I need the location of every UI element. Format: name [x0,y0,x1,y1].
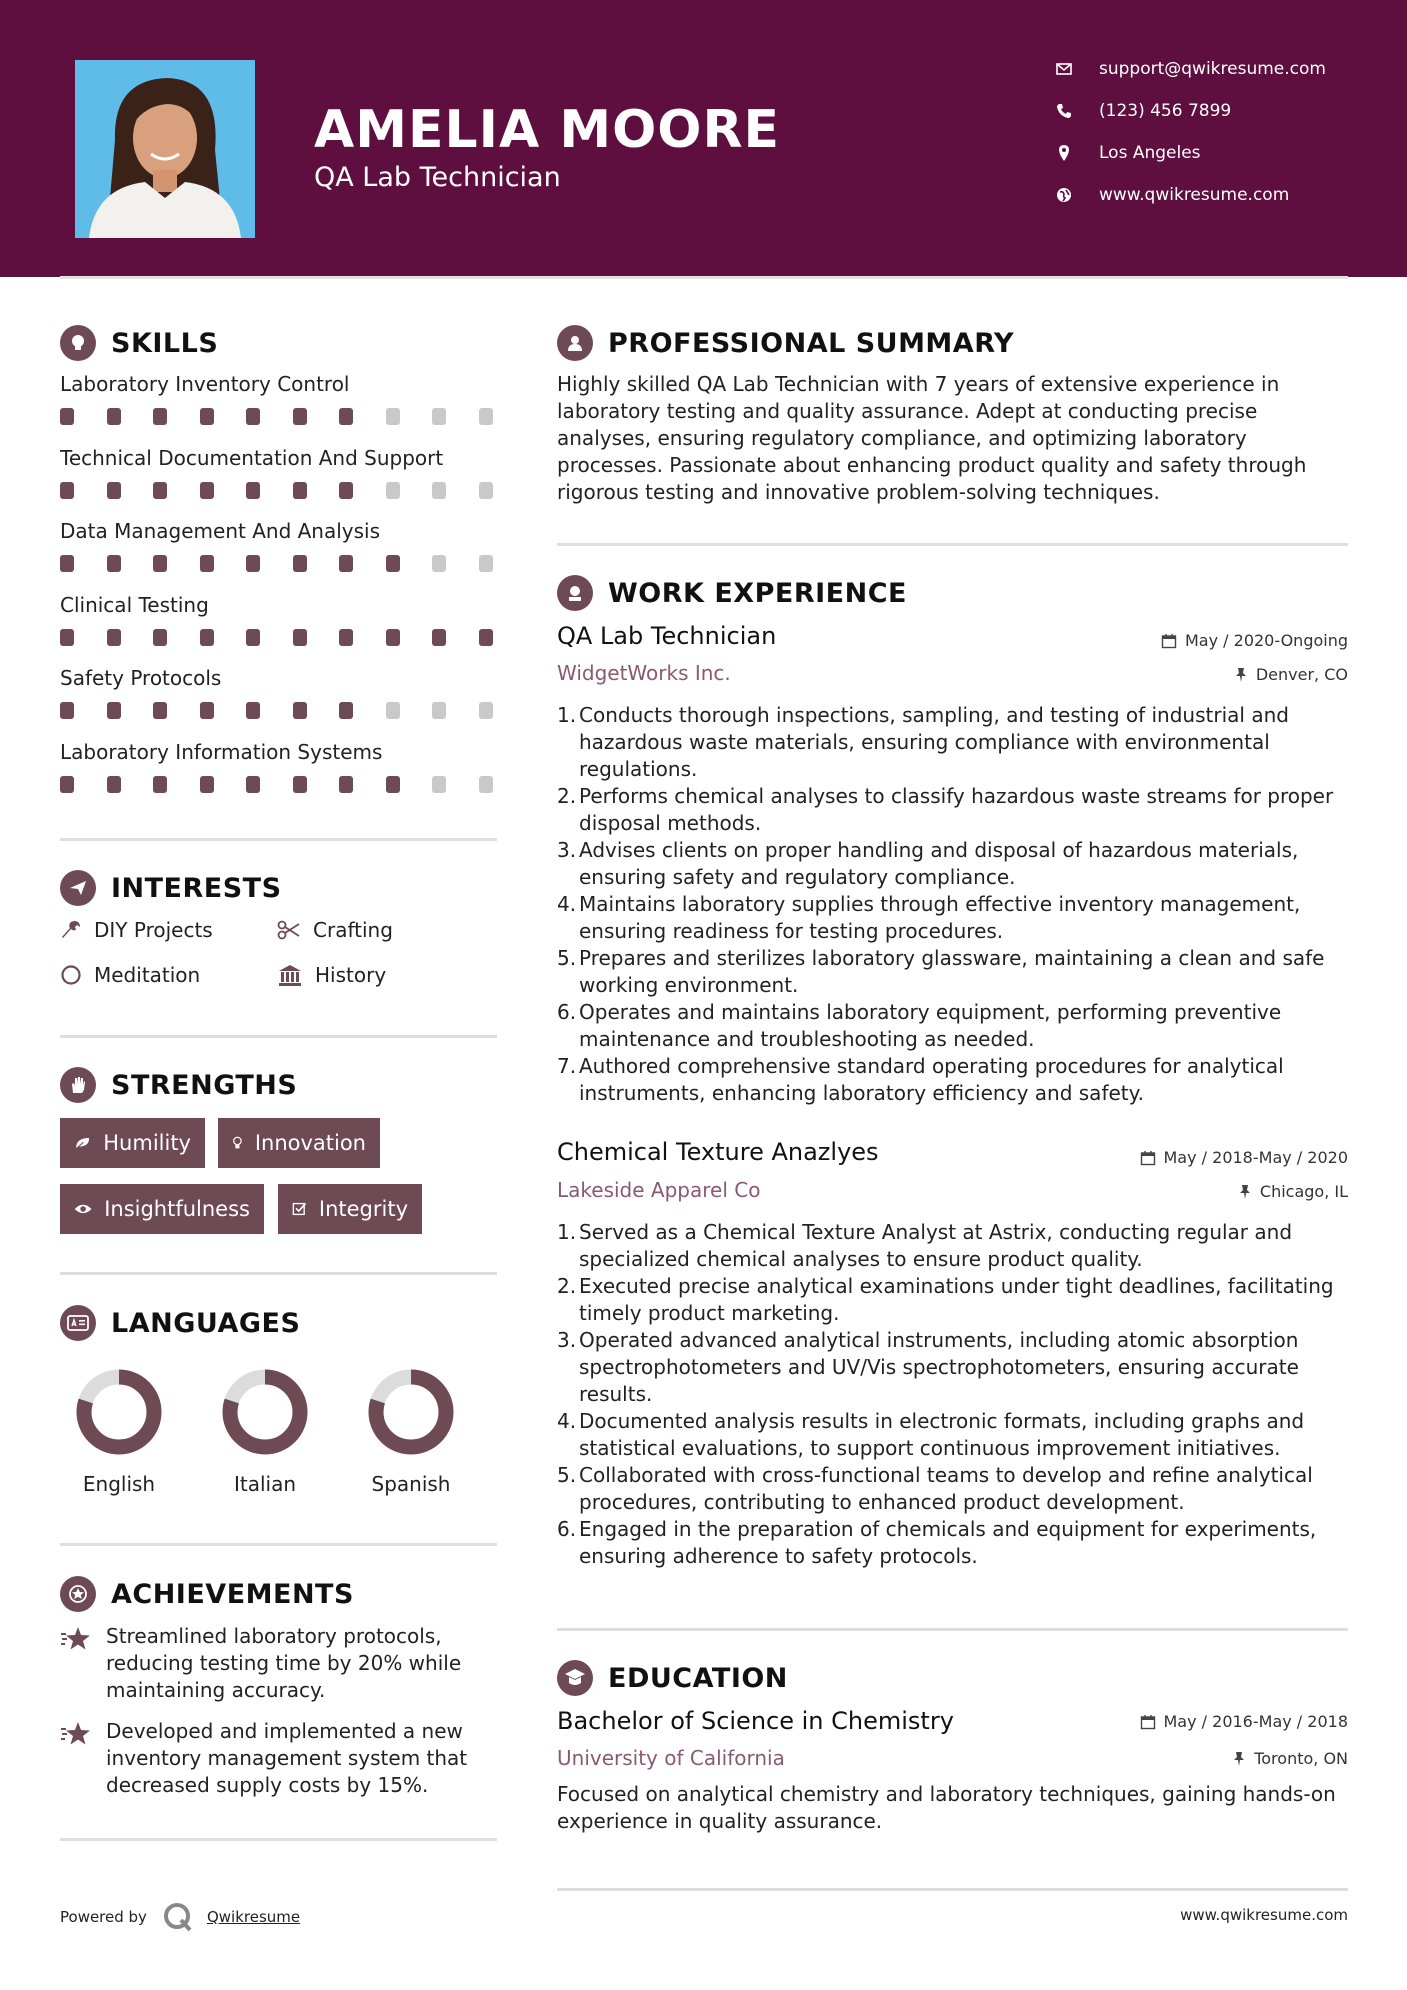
duty-number: 1. [557,703,577,727]
rating-dot-filled [246,555,260,572]
footer-powered-by [60,1900,300,1934]
experience-heading [557,575,907,611]
interests-title: INTERESTS [111,872,282,904]
duty-text: Collaborated with cross-functional teams to develop and refine analytical procedures, contributing to enhanced product development. [579,1463,1313,1514]
duty-number: 3. [557,838,577,862]
rating-dot-filled [386,776,400,793]
rating-dot-filled [153,482,167,499]
achievement-text: Streamlined laboratory protocols, reducing testing time by 20% while maintaining accuracy. [106,1624,462,1702]
rating-dot-filled [200,702,214,719]
strength-badge [60,1184,264,1234]
rating-dot-empty [432,555,446,572]
language-icon [60,1305,96,1341]
rating-dot-filled [107,776,121,793]
rating-dot-filled [200,482,214,499]
profile-photo-illustration [75,60,255,238]
calendar-icon [1140,1150,1156,1166]
duty-item [557,1219,1352,1273]
rating-dot-filled [153,629,167,646]
duty-text: Served as a Chemical Texture Analyst at Astrix, conducting regular and specialized chemical analyses to ensure product quality. [579,1220,1293,1271]
duty-item [557,1462,1352,1516]
duty-number: 6. [557,1000,577,1024]
rating-dot-filled [107,408,121,425]
header-divider [60,276,1348,279]
skills-title: SKILLS [111,327,219,359]
languages-heading [60,1305,300,1341]
rating-dot-filled [339,629,353,646]
rating-dot-filled [153,702,167,719]
language-label: Italian [233,1472,297,1496]
rating-dot-filled [479,629,493,646]
strength-label: Humility [103,1131,191,1155]
duty-item [557,891,1352,945]
candidate-title: QA Lab Technician [314,162,561,193]
rating-dot-empty [479,776,493,793]
rating-dot-empty [386,482,400,499]
duty-text: Maintains laboratory supplies through effective inventory management, ensuring readiness for testing procedures. [579,892,1301,943]
resume-header [0,0,1407,277]
skill-name: Clinical Testing [60,592,209,617]
rating-dot-filled [153,408,167,425]
contact-website-text: www.qwikresume.com [1099,185,1290,205]
rating-dot-filled [339,702,353,719]
job-location-text: Chicago, IL [1259,1182,1348,1201]
wrench-icon [60,919,82,941]
strength-badge [218,1118,380,1168]
contact-location-text: Los Angeles [1099,143,1201,163]
rating-dot-empty [432,408,446,425]
education-text: Focused on analytical chemistry and laboratory techniques, gaining hands-on experience in quality assurance. [557,1782,1336,1833]
strength-label: Integrity [318,1197,408,1221]
star-icon [60,1625,92,1651]
duty-item [557,999,1352,1053]
rating-dot-filled [153,555,167,572]
rating-dot-filled [386,555,400,572]
rating-dot-filled [200,629,214,646]
interests-heading [60,870,282,906]
duty-item [557,1053,1352,1107]
degree-title: Bachelor of Science in Chemistry [557,1707,954,1735]
strengths-heading [60,1067,297,1103]
language-label: Spanish [371,1472,451,1496]
duty-item [557,1273,1352,1327]
rating-dot-filled [339,776,353,793]
interest-item [60,963,200,987]
language-level-ring [215,1362,315,1466]
rating-dot-filled [246,776,260,793]
interest-label: Crafting [313,918,393,942]
achievements-heading [60,1576,354,1612]
divider [60,1035,497,1038]
rating-dot-filled [60,629,74,646]
skill-rating [60,408,500,425]
rating-dot-filled [293,555,307,572]
pin-icon [1238,1184,1252,1200]
strength-badge [278,1184,422,1234]
check-square-icon [292,1198,307,1220]
divider [557,1888,1348,1891]
footer-website[interactable]: www.qwikresume.com [1180,1906,1348,1924]
rating-dot-filled [293,629,307,646]
rating-dot-filled [107,555,121,572]
rating-dot-filled [60,408,74,425]
rating-dot-empty [479,555,493,572]
rating-dot-empty [386,702,400,719]
envelope-icon [1055,60,1073,78]
duty-number: 4. [557,1409,577,1433]
education-title: EDUCATION [608,1662,788,1694]
duty-number: 6. [557,1517,577,1541]
rating-dot-filled [200,408,214,425]
rating-dot-filled [60,702,74,719]
graduate-icon [557,1660,593,1696]
achievement-text: Developed and implemented a new inventory management system that decreased supply costs by 15%. [106,1719,468,1797]
skill-rating [60,555,500,572]
duty-number: 2. [557,1274,577,1298]
hand-icon [60,1067,96,1103]
skill-name: Safety Protocols [60,666,222,690]
contact-email-text: support@qwikresume.com [1099,59,1326,79]
duty-text: Performs chemical analyses to classify hazardous waste streams for proper disposal methods. [579,784,1334,835]
rating-dot-empty [432,482,446,499]
strength-label: Insightfulness [104,1197,250,1221]
duty-number: 3. [557,1328,577,1352]
rating-dot-filled [200,555,214,572]
job-title: QA Lab Technician [557,622,777,650]
rating-dot-empty [432,776,446,793]
language-level-ring [69,1362,169,1466]
interest-label: DIY Projects [94,918,213,942]
rating-dot-filled [339,408,353,425]
achievements-title: ACHIEVEMENTS [111,1578,354,1610]
duty-number: 5. [557,946,577,970]
company-name: WidgetWorks Inc. [557,661,731,685]
divider [60,838,497,841]
duty-item [557,1408,1352,1462]
pin-icon [1232,1751,1246,1767]
job-title: Chemical Texture Anazlyes [557,1138,879,1166]
rating-dot-filled [60,482,74,499]
rating-dot-filled [107,629,121,646]
interest-item [60,918,213,942]
pin-icon [1234,667,1248,683]
duty-number: 2. [557,784,577,808]
divider [60,1543,497,1546]
summary-text: Highly skilled QA Lab Technician with 7 years of extensive experience in laboratory testing and quality assurance. Adept at conducting precise analyses, ensuring regulatory compliance, and optimizing laboratory processes. Passionate about enhancing product quality and safety through rigorous testing and innovative problem-solving techniques. [557,372,1307,504]
phone-icon [1055,102,1073,120]
interest-label: Meditation [94,963,201,987]
lightbulb-icon [60,325,96,361]
star-icon [60,1720,92,1746]
rating-dot-filled [386,629,400,646]
company-name: Lakeside Apparel Co [557,1178,761,1202]
skill-name: Technical Documentation And Support [60,445,444,470]
profile-photo [75,60,255,238]
brand-link[interactable]: Qwikresume [206,1908,301,1926]
duty-text: Operates and maintains laboratory equipment, performing preventive maintenance and troubleshooting as needed. [579,1000,1282,1051]
qwikresume-logo-icon [161,1900,195,1934]
skill-rating [60,629,500,646]
education-heading [557,1660,788,1696]
rating-dot-filled [107,482,121,499]
contact-phone[interactable] [1055,101,1231,121]
divider [557,1628,1348,1631]
skill-rating [60,702,500,719]
rating-dot-filled [339,555,353,572]
user-icon [557,325,593,361]
duty-item [557,783,1352,837]
education-location [1232,1749,1348,1768]
job-location [1238,1182,1348,1201]
rating-dot-filled [293,408,307,425]
duty-text: Engaged in the preparation of chemicals and equipment for experiments, ensuring adherence to safety protocols. [579,1517,1317,1568]
interest-label: History [315,963,387,987]
duty-item [557,702,1352,783]
rating-dot-filled [246,408,260,425]
experience-title: WORK EXPERIENCE [608,577,907,609]
job-dates-text: May / 2020-Ongoing [1185,631,1348,650]
rating-dot-filled [246,482,260,499]
calendar-icon [1161,633,1177,649]
rating-dot-empty [479,408,493,425]
job-dates-text: May / 2018-May / 2020 [1163,1148,1348,1167]
duty-item [557,1516,1352,1570]
interest-item [277,963,386,987]
candidate-name: AMELIA MOORE [314,100,781,160]
education-dates-text: May / 2016-May / 2018 [1163,1712,1348,1731]
rating-dot-empty [479,482,493,499]
circle-icon [60,964,82,986]
skill-rating [60,776,500,793]
duty-number: 7. [557,1054,577,1078]
museum-icon [277,964,303,986]
duty-number: 4. [557,892,577,916]
duty-item [557,945,1352,999]
star-badge-icon [60,1576,96,1612]
duty-text: Executed precise analytical examinations under tight deadlines, facilitating timely product marketing. [579,1274,1334,1325]
summary-title: PROFESSIONAL SUMMARY [608,327,1015,359]
duty-item [557,837,1352,891]
scissors-icon [277,919,301,941]
rating-dot-empty [432,702,446,719]
briefcase-icon [557,575,593,611]
rating-dot-filled [246,629,260,646]
duty-text: Advises clients on proper handling and disposal of hazardous materials, ensuring safety and regulatory compliance. [579,838,1299,889]
rating-dot-filled [246,702,260,719]
achievement-item [60,1623,500,1704]
duty-number: 5. [557,1463,577,1487]
lightbulb-icon [232,1132,243,1154]
job-dates [1161,631,1348,650]
interest-item [277,918,393,942]
school-name: University of California [557,1746,785,1770]
paper-plane-icon [60,870,96,906]
rating-dot-filled [153,776,167,793]
education-location-text: Toronto, ON [1254,1749,1348,1768]
duty-item [557,1327,1352,1408]
rating-dot-filled [60,555,74,572]
contact-email[interactable] [1055,59,1326,79]
map-pin-icon [1055,144,1073,162]
job-location [1234,665,1348,684]
duty-text: Conducts thorough inspections, sampling, and testing of industrial and hazardous waste materials, ensuring compliance with environmental regulations. [579,703,1289,781]
rating-dot-filled [107,702,121,719]
divider [557,543,1348,546]
achievement-item [60,1718,500,1799]
leaf-icon [74,1133,91,1153]
duty-text: Prepares and sterilizes laboratory glassware, maintaining a clean and safe working environment. [579,946,1325,997]
powered-by-text: Powered by [60,1908,147,1926]
strength-label: Innovation [254,1131,366,1155]
skills-heading [60,325,218,361]
divider [60,1838,497,1841]
rating-dot-empty [479,702,493,719]
calendar-icon [1140,1714,1156,1730]
contact-website[interactable] [1055,185,1289,205]
language-label: English [82,1472,156,1496]
languages-title: LANGUAGES [111,1307,301,1339]
job-duties-list [557,702,1352,1107]
job-location-text: Denver, CO [1255,665,1348,684]
duty-text: Operated advanced analytical instruments, including atomic absorption spectrophotometers and UV/Vis spectrophotometers, ensuring accurate results. [579,1328,1299,1406]
divider [60,1272,497,1275]
rating-dot-filled [200,776,214,793]
strengths-title: STRENGTHS [111,1069,298,1101]
duty-text: Documented analysis results in electronic formats, including graphs and statistical evaluations, to support continuous improvement initiatives. [579,1409,1305,1460]
skill-name: Laboratory Information Systems [60,739,383,764]
skill-name: Data Management And Analysis [60,519,381,543]
rating-dot-filled [432,629,446,646]
education-dates [1140,1712,1349,1731]
rating-dot-empty [386,408,400,425]
contact-phone-text: (123) 456 7899 [1099,101,1232,121]
job-duties-list [557,1219,1352,1570]
rating-dot-filled [293,702,307,719]
language-level-ring [361,1362,461,1466]
duty-text: Authored comprehensive standard operating procedures for analytical instruments, enhancing laboratory efficiency and safety. [579,1054,1284,1105]
duty-number: 1. [557,1220,577,1244]
rating-dot-filled [60,776,74,793]
skill-rating [60,482,500,499]
strength-badge [60,1118,205,1168]
job-dates [1140,1148,1349,1167]
contact-location [1055,143,1201,163]
eye-icon [74,1200,92,1218]
rating-dot-filled [293,776,307,793]
rating-dot-filled [293,482,307,499]
skill-name: Laboratory Inventory Control [60,372,350,396]
summary-heading [557,325,1014,361]
rating-dot-filled [339,482,353,499]
globe-icon [1055,186,1073,204]
